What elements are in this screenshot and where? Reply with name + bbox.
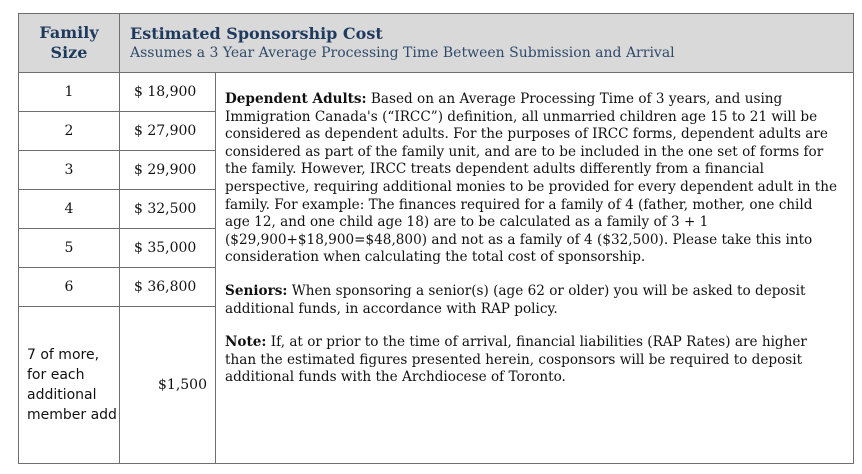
- cost-cell: $ 18,900: [120, 73, 216, 112]
- seniors-text: When sponsoring a senior(s) (age 62 or older) you will be asked to deposit additional funds, in accordance with RAP policy.: [225, 282, 806, 317]
- general-note: [225, 334, 839, 387]
- note-label: Note:: [225, 334, 267, 351]
- notes-cell: [216, 73, 854, 464]
- header-row: [19, 14, 854, 73]
- family-size-cell: 4: [19, 190, 120, 229]
- cost-cell: $ 29,900: [120, 151, 216, 190]
- dependent-adults-label: Dependent Adults:: [225, 91, 367, 107]
- cost-cell: $ 32,500: [120, 190, 216, 229]
- dependent-adults-note: [225, 91, 839, 267]
- family-size-cell: 1: [19, 73, 120, 112]
- seniors-label: Seniors:: [225, 282, 288, 299]
- note-text: If, at or prior to the time of arrival, financial liabilities (RAP Rates) are higher than the estimated figures presented herein, cosponsors will be required to deposit additional funds with the Archdiocese of Toronto.: [225, 334, 807, 386]
- header-title: Estimated Sponsorship Cost: [130, 23, 383, 43]
- sponsorship-cost-table: [18, 13, 854, 464]
- family-size-cell: 6: [19, 268, 120, 307]
- family-size-header: Family Size: [19, 14, 120, 73]
- estimated-cost-header: [120, 14, 854, 73]
- sponsorship-cost-document: [18, 13, 854, 464]
- dependent-adults-text: Based on an Average Processing Time of 3 years, and using Immigration Canada's (“IRCC”) definition, all unmarried children age 15 to 21 will be considered as dependent adults. For the purposes of IRCC forms, dependent adults are considered as part of the family unit, and are to be included in the one set of forms for the family. However, IRCC treats dependent adults differently from a financial perspective, requiring additional monies to be provided for every dependent adult in the family. For example: The finances required for a family of 4 (father, mother, one child age 12, and one child age 18) are to be calculated as a family of 3 + 1 ($29,900+$18,900=$48,800) and not as a family of 4 ($32,500). Please take this into consideration when calculating the total cost of sponsorship.: [225, 91, 838, 266]
- family-size-cell: 3: [19, 151, 120, 190]
- cost-cell: $ 35,000: [120, 229, 216, 268]
- header-subtitle: Assumes a 3 Year Average Processing Time Between Submission and Arrival: [130, 44, 675, 61]
- additional-member-label: 7 of more, for each additional member add: [19, 307, 120, 464]
- additional-member-cost: $1,500: [120, 307, 216, 464]
- family-size-cell: 5: [19, 229, 120, 268]
- cost-cell: $ 27,900: [120, 112, 216, 151]
- seniors-note: [225, 283, 839, 318]
- table-row: [19, 73, 854, 112]
- family-size-cell: 2: [19, 112, 120, 151]
- cost-cell: $ 36,800: [120, 268, 216, 307]
